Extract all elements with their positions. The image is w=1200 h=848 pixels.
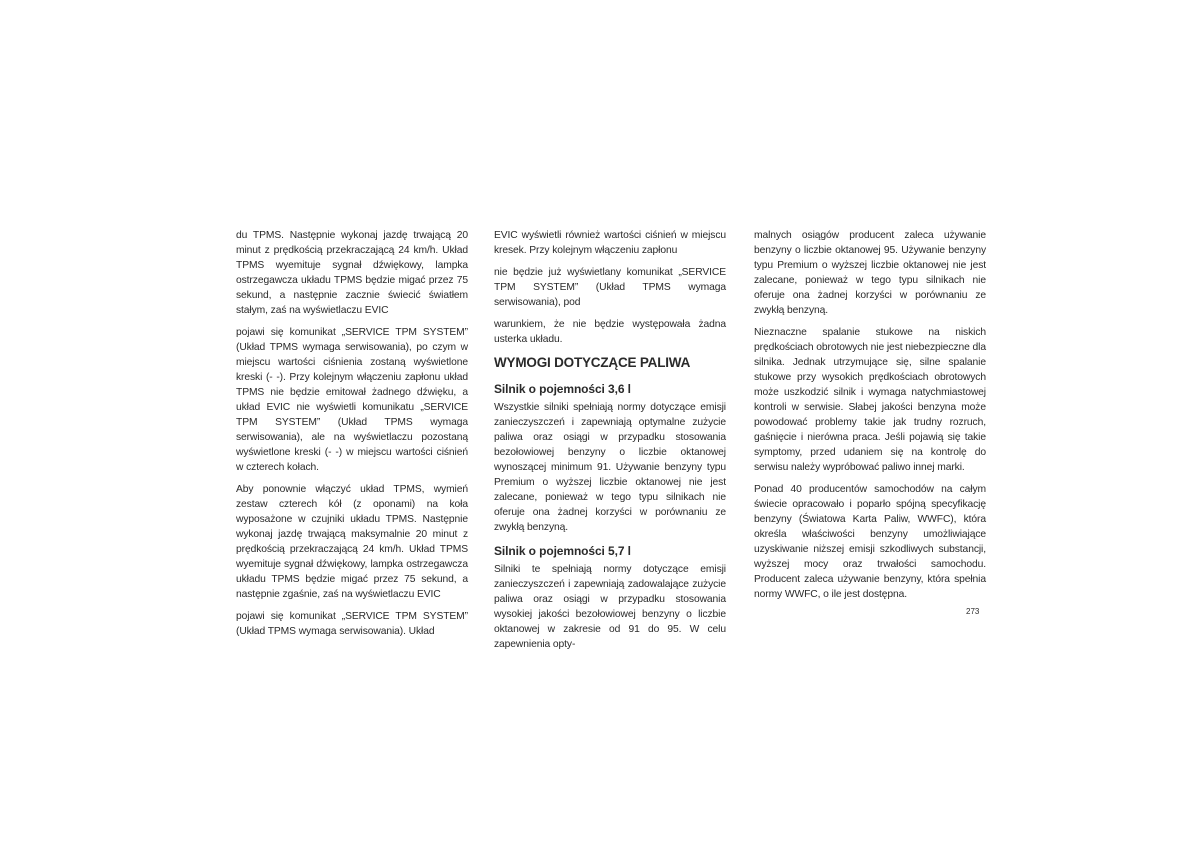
page-number: 273 [966, 607, 980, 616]
paragraph: Nieznaczne spalanie stukowe na niskich prędkościach obrotowych nie jest niebezpieczne dla silnika. Jednak utrzymujące się, silne spalanie stukowe przy wysokich prędkościach obrotowych może uszkodzić silnik i wymaga natychmiastowej kontroli w serwisie. Słabej jakości benzyna może powodować problemy takie jak trudny rozruch, gaśnięcie i nierówna praca. Jeśli pojawią się takie symptomy, przed udaniem się na kontrolę do serwisu należy wypróbować paliwo innej marki. [754, 327, 986, 473]
text-column-right [754, 228, 986, 609]
paragraph: warunkiem, że nie będzie występowała żadna usterka układu. [494, 319, 726, 345]
paragraph: Aby ponownie włączyć układ TPMS, wymień zestaw czterech kół (z oponami) na koła wyposażone w czujniki układu TPMS. Następnie wykonaj jazdę trwającą maksymalnie 20 minut z prędkością przekraczającą 24 km/h. Układ TPMS wyemituje sygnał dźwiękowy, lampka ostrzegawcza układu TPMS będzie migać przez 75 sekund, a następnie zgaśnie, zaś na wyświetlaczu EVIC [236, 484, 468, 600]
paragraph: du TPMS. Następnie wykonaj jazdę trwającą 20 minut z prędkością przekraczającą 24 km/h. Układ TPMS wyemituje sygnał dźwiękowy, lampka ostrzegawcza układu TPMS będzie migać przez 75 sekund, a następnie zacznie świecić światłem stałym, zaś na wyświetlaczu EVIC [236, 230, 468, 316]
paragraph: Wszystkie silniki spełniają normy dotyczące emisji zanieczyszczeń i zapewniają optymalne zużycie paliwa oraz osiągi w przypadku stosowania bezołowiowej benzyny o liczbie oktanowej wynoszącej minimum 91. Używanie benzyny typu Premium o wyższej liczbie oktanowej nie jest zalecane, ponieważ w tego typu silnikach nie oferuje ona żadnej korzyści w porównaniu ze zwykłą benzyną. [494, 402, 726, 533]
text-column-middle [494, 228, 726, 659]
paragraph: pojawi się komunikat „SERVICE TPM SYSTEM” (Układ TPMS wymaga serwisowania), po czym w miejscu wartości ciśnienia zostaną wyświetlone kreski (- -). Przy kolejnym włączeniu zapłonu układ TPMS nie będzie emitował żadnego dźwięku, a układ EVIC nie wyświetli komunikatu „SERVICE TPM SYSTEM” (Układ TPMS wymaga serwisowania), ale na wyświetlaczu pozostaną wyświetlone kreski (- -) w miejscu wartości ciśnień w czterech kołach. [236, 327, 468, 473]
text-column-left [236, 228, 468, 646]
paragraph: malnych osiągów producent zaleca używanie benzyny o liczbie oktanowej 95. Używanie benzyny typu Premium o wyższej liczbie oktanowej nie jest zalecane, ponieważ w tego typu silnikach nie oferuje ona żadnej korzyści w porównaniu ze zwykłą benzyną. [754, 230, 986, 316]
paragraph: EVIC wyświetli również wartości ciśnień w miejscu kresek. Przy kolejnym włączeniu zapłonu [494, 230, 726, 256]
subsection-heading: Silnik o pojemności 3,6 l [494, 382, 631, 396]
paragraph: Ponad 40 producentów samochodów na całym świecie opracowało i poparło spójną specyfikację benzyny (Światowa Karta Paliw, WWFC), która określa właściwości benzyny umożliwiające uzyskiwanie niższej emisji szkodliwych substancji, wyższej mocy oraz trwałości samochodu. Producent zaleca używanie benzyny, która spełnia normy WWFC, o ile jest dostępna. [754, 484, 986, 600]
subsection-heading: Silnik o pojemności 5,7 l [494, 544, 631, 558]
paragraph: nie będzie już wyświetlany komunikat „SERVICE TPM SYSTEM” (Układ TPMS wymaga serwisowania), pod [494, 267, 726, 308]
paragraph: Silniki te spełniają normy dotyczące emisji zanieczyszczeń i zapewniają zadowalające zużycie paliwa oraz osiągi w przypadku stosowania wysokiej jakości bezołowiowej benzyny o liczbie oktanowej w zakresie od 91 do 95. W celu zapewnienia opty- [494, 564, 726, 650]
section-heading: WYMOGI DOTYCZĄCE PALIWA [494, 355, 691, 370]
paragraph: pojawi się komunikat „SERVICE TPM SYSTEM” (Układ TPMS wymaga serwisowania). Układ [236, 611, 468, 637]
